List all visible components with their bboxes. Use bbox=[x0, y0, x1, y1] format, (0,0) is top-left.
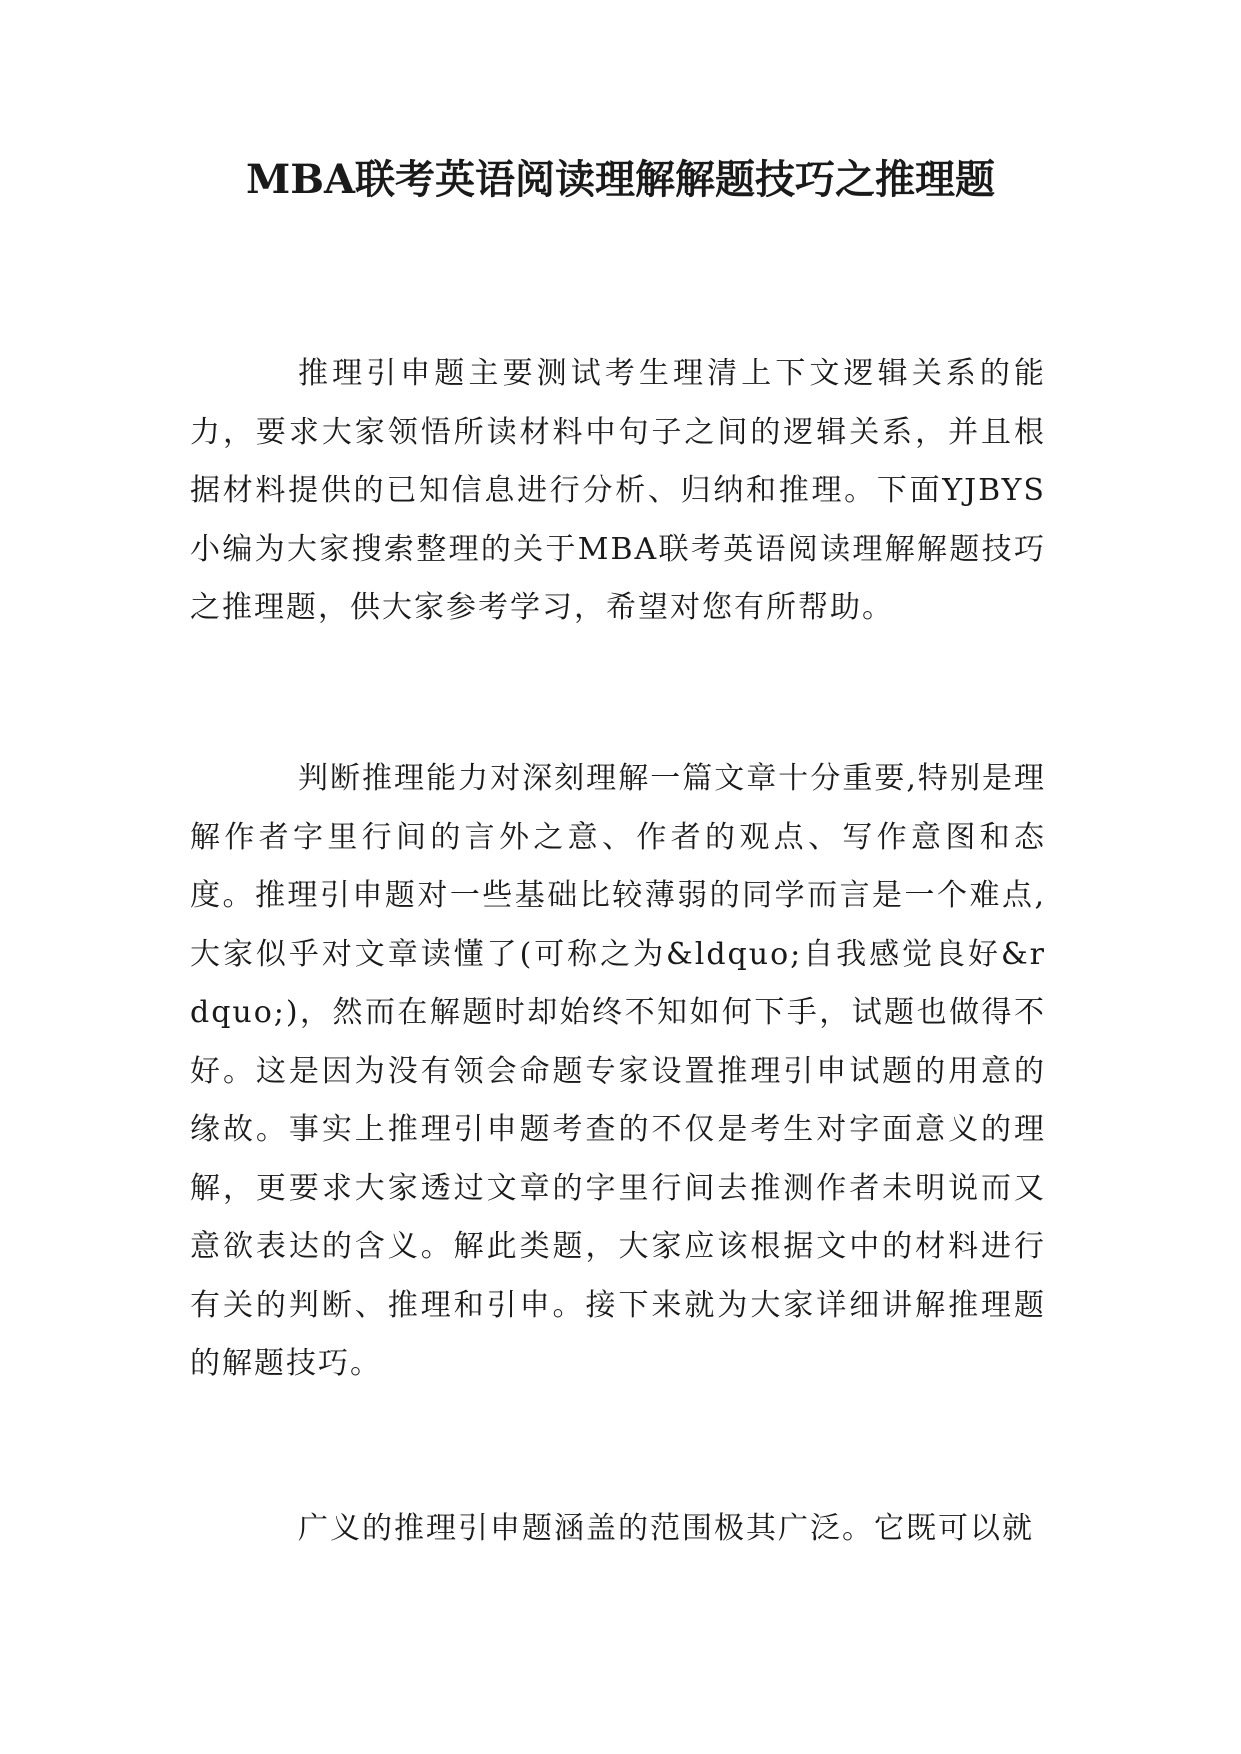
paragraph-broad-scope: 广义的推理引申题涵盖的范围极其广泛。它既可以就 bbox=[298, 1511, 1034, 1546]
paragraph-inference-ability: 判断推理能力对深刻理解一篇文章十分重要,特别是理解作者字里行间的言外之意、作者的观点、写作意图和态度。推理引申题对一些基础比较薄弱的同学而言是一个难点,大家似乎对文章读懂了(可称之为&ldquo;自我感觉良好&rdquo;)，然而在解题时却始终不知如何下手，试题也做得不好。这是因为没有领会命题专家设置推理引申试题的用意的缘故。事实上推理引申题考查的不仅是考生对字面意义的理解，更要求大家透过文章的字里行间去推测作者未明说而又意欲表达的含义。解此类题，大家应该根据文中的材料进行有关的判断、推理和引申。接下来就为大家详细讲解推理题的解题技巧。 bbox=[190, 761, 1046, 1381]
document-title: MBA联考英语阅读理解解题技巧之推理题 bbox=[245, 156, 996, 203]
paragraph-intro: 推理引申题主要测试考生理清上下文逻辑关系的能力，要求大家领悟所读材料中句子之间的逻辑关系，并且根据材料提供的已知信息进行分析、归纳和推理。下面YJBYS小编为大家搜索整理的关于MBA联考英语阅读理解解题技巧之推理题，供大家参考学习，希望对您有所帮助。 bbox=[190, 356, 1046, 625]
